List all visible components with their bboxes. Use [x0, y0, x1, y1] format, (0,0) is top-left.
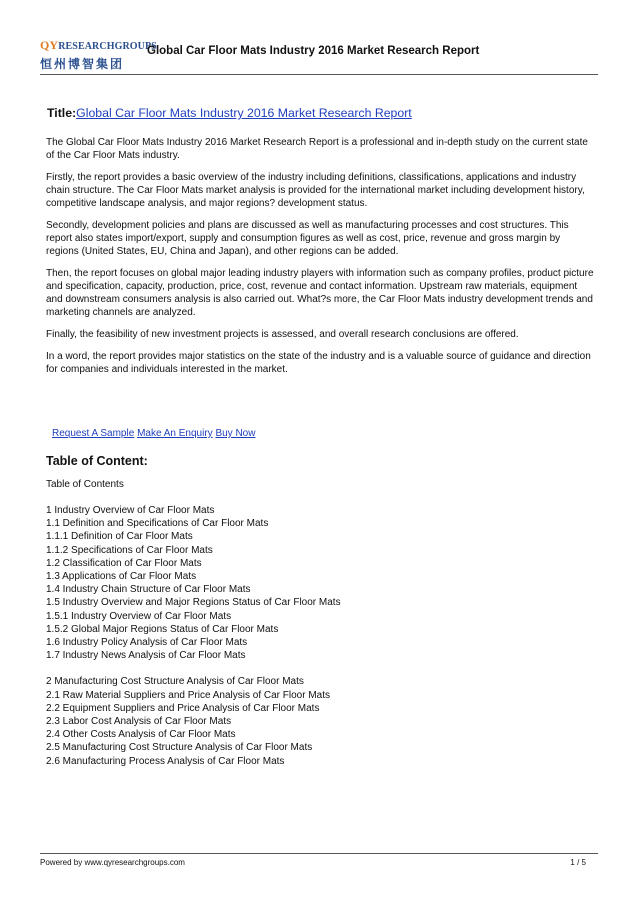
- logo-chinese: 恒州博智集团: [40, 57, 125, 71]
- toc-item: 2.3 Labor Cost Analysis of Car Floor Mats: [46, 716, 232, 728]
- toc-item: 1.6 Industry Policy Analysis of Car Floor Mats: [46, 637, 248, 649]
- toc-subheading: Table of Contents: [46, 479, 124, 490]
- request-sample-link[interactable]: Request A Sample: [52, 428, 135, 439]
- paragraph-secondly: Secondly, development policies and plans are discussed as well as manufacturing processes and cost structures. This report also states import/export, supply and consumption figures as well as cost, price, revenue and gross margin by regions (United States, EU, China and Japan), and other regions can be added.: [46, 220, 569, 257]
- toc-item: 2.1 Raw Material Suppliers and Price Analysis of Car Floor Mats: [46, 689, 331, 701]
- paragraph-intro: The Global Car Floor Mats Industry 2016 Market Research Report is a professional and in-depth study on the current state of the Car Floor Mats industry.: [46, 137, 588, 161]
- toc-list: [46, 504, 594, 768]
- paragraph-firstly: Firstly, the report provides a basic overview of the industry including definitions, classifications, applications and industry chain structure. The Car Floor Mats market analysis is provided for the international market including development history, competitive landscape analysis, and major regions? development status.: [46, 172, 585, 209]
- toc-item: 1 Industry Overview of Car Floor Mats: [46, 505, 215, 516]
- report-content: [46, 106, 594, 768]
- page-number: 1 / 5: [570, 858, 586, 867]
- title-label: Title:: [47, 106, 77, 120]
- page-header: [40, 38, 598, 75]
- logo-name: RESEARCHGROUPS: [58, 41, 157, 52]
- toc-item: 1.1 Definition and Specifications of Car Floor Mats: [46, 518, 269, 530]
- toc-item: 2 Manufacturing Cost Structure Analysis of Car Floor Mats: [46, 676, 304, 688]
- toc-item: 1.5.2 Global Major Regions Status of Car Floor Mats: [46, 623, 279, 635]
- toc-item: 1.1.1 Definition of Car Floor Mats: [46, 531, 193, 543]
- toc-item: 1.2 Classification of Car Floor Mats: [46, 557, 202, 569]
- toc-heading: Table of Content:: [46, 454, 148, 468]
- toc-item: 2.2 Equipment Suppliers and Price Analysis of Car Floor Mats: [46, 702, 320, 714]
- logo-wordmark: [40, 38, 157, 53]
- title-link[interactable]: Global Car Floor Mats Industry 2016 Market Research Report: [76, 106, 412, 120]
- toc-item: 1.5 Industry Overview and Major Regions Status of Car Floor Mats: [46, 597, 341, 609]
- paragraph-then: Then, the report focuses on global major leading industry players with information such as company profiles, product picture and specification, capacity, production, price, cost, revenue and contact information. Upstream raw materials, equipment and downstream consumers analysis is also carried out. What?s more, the Car Floor Mats industry development trends and marketing channels are analyzed.: [46, 268, 594, 318]
- toc-item: 1.4 Industry Chain Structure of Car Floor Mats: [46, 584, 251, 596]
- header-title: Global Car Floor Mats Industry 2016 Market Research Report: [147, 45, 480, 57]
- toc-item: 2.6 Manufacturing Process Analysis of Car Floor Mats: [46, 755, 285, 767]
- toc-item: 1.7 Industry News Analysis of Car Floor Mats: [46, 650, 246, 662]
- toc-item: 2.5 Manufacturing Cost Structure Analysis of Car Floor Mats: [46, 742, 313, 754]
- footer-powered-by: Powered by www.qyresearchgroups.com: [40, 858, 185, 867]
- toc-spacer: [46, 662, 594, 675]
- buy-now-link[interactable]: Buy Now: [215, 428, 256, 439]
- page-footer: [40, 853, 598, 867]
- paragraph-finally: Finally, the feasibility of new investment projects is assessed, and overall research conclusions are offered.: [46, 329, 519, 340]
- toc-item: 2.4 Other Costs Analysis of Car Floor Mats: [46, 729, 236, 741]
- report-title: [47, 106, 594, 120]
- action-links: [52, 427, 594, 440]
- toc-item: 1.3 Applications of Car Floor Mats: [46, 571, 197, 583]
- paragraph-conclusion: In a word, the report provides major statistics on the state of the industry and is a valuable source of guidance and direction for companies and individuals interested in the market.: [46, 351, 591, 375]
- make-enquiry-link[interactable]: Make An Enquiry: [137, 428, 213, 439]
- logo-qy: QY: [40, 38, 59, 52]
- company-logo: [40, 38, 157, 72]
- toc-item: 1.1.2 Specifications of Car Floor Mats: [46, 544, 213, 556]
- toc-item: 1.5.1 Industry Overview of Car Floor Mats: [46, 610, 232, 622]
